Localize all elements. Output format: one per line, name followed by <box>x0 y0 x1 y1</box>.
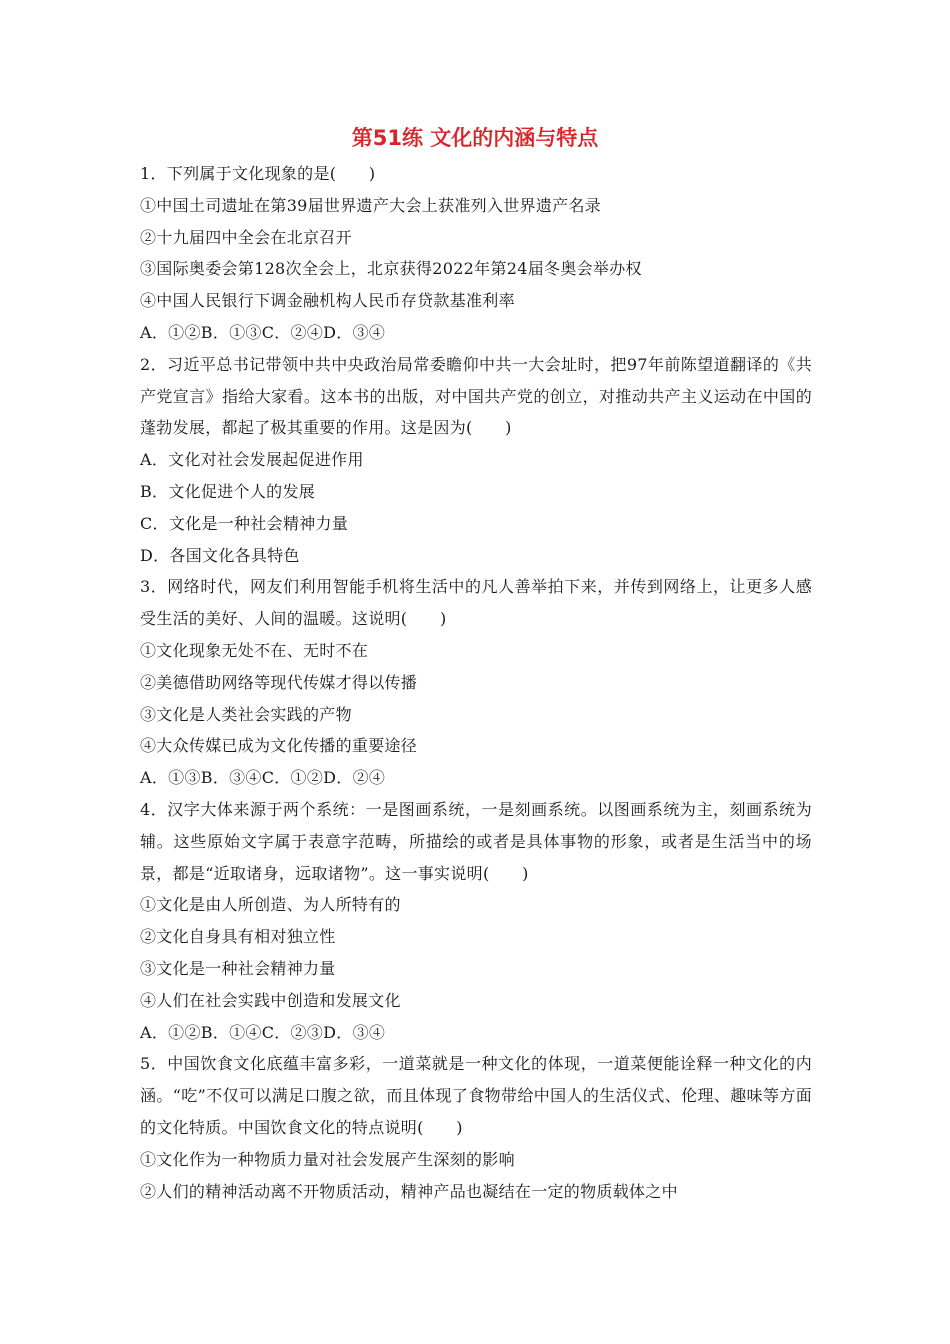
question-3 <box>140 571 812 794</box>
option-line: ②文化自身具有相对独立性 <box>140 927 336 947</box>
question-stem: 3．网络时代，网友们利用智能手机将生活中的凡人善举拍下来，并传到网络上，让更多人感受生活的美好、人间的温暖。这说明( ) <box>140 577 812 629</box>
option-line: ①文化是由人所创造、为人所特有的 <box>140 895 401 915</box>
question-2 <box>140 349 812 572</box>
answer-choices: A．①③B．③④C．①②D．②④ <box>140 768 386 788</box>
question-stem: 1．下列属于文化现象的是( ) <box>140 164 376 183</box>
answer-choices: A．①②B．①④C．②③D．③④ <box>140 1022 386 1042</box>
option-line: ③国际奥委会第128次全会上，北京获得2022年第24届冬奥会举办权 <box>140 259 642 279</box>
answer-choice: C．文化是一种社会精神力量 <box>140 513 349 533</box>
option-line: ④人们在社会实践中创造和发展文化 <box>140 990 401 1010</box>
option-line: ②十九届四中全会在北京召开 <box>140 227 352 247</box>
page-title: 第51练 文化的内涵与特点 <box>351 126 599 150</box>
option-line: ③文化是人类社会实践的产物 <box>140 704 352 724</box>
option-line: ②人们的精神活动离不开物质活动，精神产品也凝结在一定的物质载体之中 <box>140 1181 678 1201</box>
option-line: ④中国人民银行下调金融机构人民币存贷款基准利率 <box>140 291 515 311</box>
question-stem: 5．中国饮食文化底蕴丰富多彩，一道菜就是一种文化的体现，一道菜便能诠释一种文化的内涵。“吃”不仅可以满足口腹之欲，而且体现了食物带给中国人的生活仪式、伦理、趣味等方面的文化特质。中国饮食文化的特点说明( ) <box>140 1054 812 1137</box>
question-4 <box>140 794 812 1048</box>
answer-choices: A．①②B．①③C．②④D．③④ <box>140 322 386 342</box>
question-list <box>140 158 812 1207</box>
option-line: ③文化是一种社会精神力量 <box>140 958 336 978</box>
question-stem: 2．习近平总书记带领中共中央政治局常委瞻仰中共一大会址时，把97年前陈望道翻译的《共产党宣言》指给大家看。这本书的出版，对中国共产党的创立，对推动共产主义运动在中国的蓬勃发展，都起了极其重要的作用。这是因为( ) <box>140 354 812 438</box>
option-line: ②美德借助网络等现代传媒才得以传播 <box>140 672 418 692</box>
option-line: ①文化现象无处不在、无时不在 <box>140 640 369 660</box>
option-line: ④大众传媒已成为文化传播的重要途径 <box>140 736 418 756</box>
option-line: ①文化作为一种物质力量对社会发展产生深刻的影响 <box>140 1149 515 1169</box>
question-1 <box>140 158 812 349</box>
question-stem: 4．汉字大体来源于两个系统：一是图画系统，一是刻画系统。以图画系统为主，刻画系统为辅。这些原始文字属于表意字范畴，所描绘的或者是具体事物的形象，或者是生活当中的场景，都是“近取诸身，远取诸物”。这一事实说明( ) <box>140 799 812 883</box>
option-line: ①中国土司遗址在第39届世界遗产大会上获准列入世界遗产名录 <box>140 195 602 215</box>
question-5 <box>140 1048 812 1207</box>
answer-choice: D．各国文化各具特色 <box>140 545 300 565</box>
answer-choice: B．文化促进个人的发展 <box>140 481 316 501</box>
answer-choice: A．文化对社会发展起促进作用 <box>140 450 364 470</box>
